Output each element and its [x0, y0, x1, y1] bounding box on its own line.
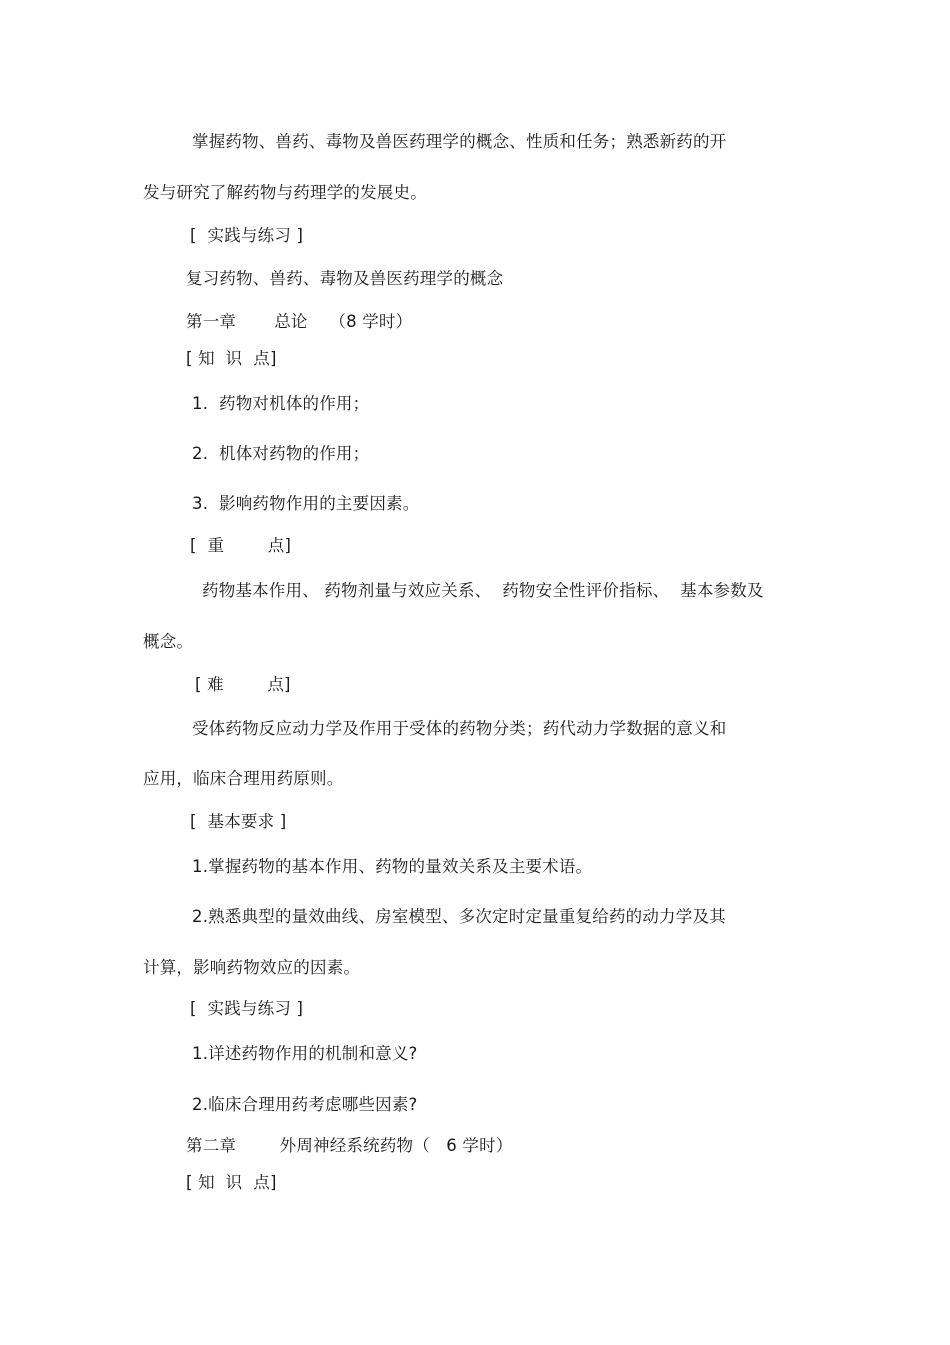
intro-paragraph-line-2: 发与研究了解药物与药理学的发展史。: [143, 183, 427, 202]
chapter-1-requirement-2-line-1: 2.熟悉典型的量效曲线、房室模型、多次定时定量重复给药的动力学及其: [192, 907, 726, 926]
chapter-1-difficult-points-line-1: 受体药物反应动力学及作用于受体的药物分类；药代动力学数据的意义和: [192, 719, 727, 738]
intro-paragraph-line-1: 掌握药物、兽药、毒物及兽医药理学的概念、性质和任务；熟悉新药的开: [192, 132, 727, 151]
chapter-1-knowledge-heading: [ 知 识 点]: [186, 349, 277, 368]
chapter-1-requirement-1: 1.掌握药物的基本作用、药物的量效关系及主要术语。: [192, 857, 593, 876]
intro-practice-item: 复习药物、兽药、毒物及兽医药理学的概念: [186, 269, 504, 288]
chapter-1-title: 第一章 总论 （8 学时）: [186, 312, 413, 331]
chapter-1-key-points-line-1: 药物基本作用、 药物剂量与效应关系、 药物安全性评价指标、 基本参数及: [202, 581, 764, 600]
chapter-1-difficult-points-line-2: 应用，临床合理用药原则。: [143, 769, 344, 788]
chapter-2-title: 第二章 外周神经系统药物（ 6 学时）: [186, 1136, 513, 1155]
chapter-1-practice-item: 2.临床合理用药考虑哪些因素?: [192, 1095, 418, 1114]
chapter-1-requirements-heading: [ 基本要求 ]: [190, 812, 287, 831]
chapter-1-knowledge-item: 1. 药物对机体的作用；: [192, 394, 370, 413]
chapter-1-requirement-2-line-2: 计算，影响药物效应的因素。: [143, 958, 361, 977]
chapter-1-key-points-line-2: 概念。: [143, 632, 194, 651]
chapter-2-knowledge-heading: [ 知 识 点]: [186, 1173, 277, 1192]
chapter-1-practice-heading: [ 实践与练习 ]: [190, 999, 304, 1018]
intro-practice-heading: [ 实践与练习 ]: [190, 226, 304, 245]
chapter-1-knowledge-item: 3. 影响药物作用的主要因素。: [192, 494, 420, 513]
chapter-1-practice-item: 1.详述药物作用的机制和意义?: [192, 1044, 418, 1063]
chapter-1-key-points-heading: [ 重 点]: [190, 536, 292, 555]
chapter-1-difficult-points-heading: [ 难 点]: [195, 675, 291, 694]
chapter-1-knowledge-item: 2. 机体对药物的作用；: [192, 444, 370, 463]
